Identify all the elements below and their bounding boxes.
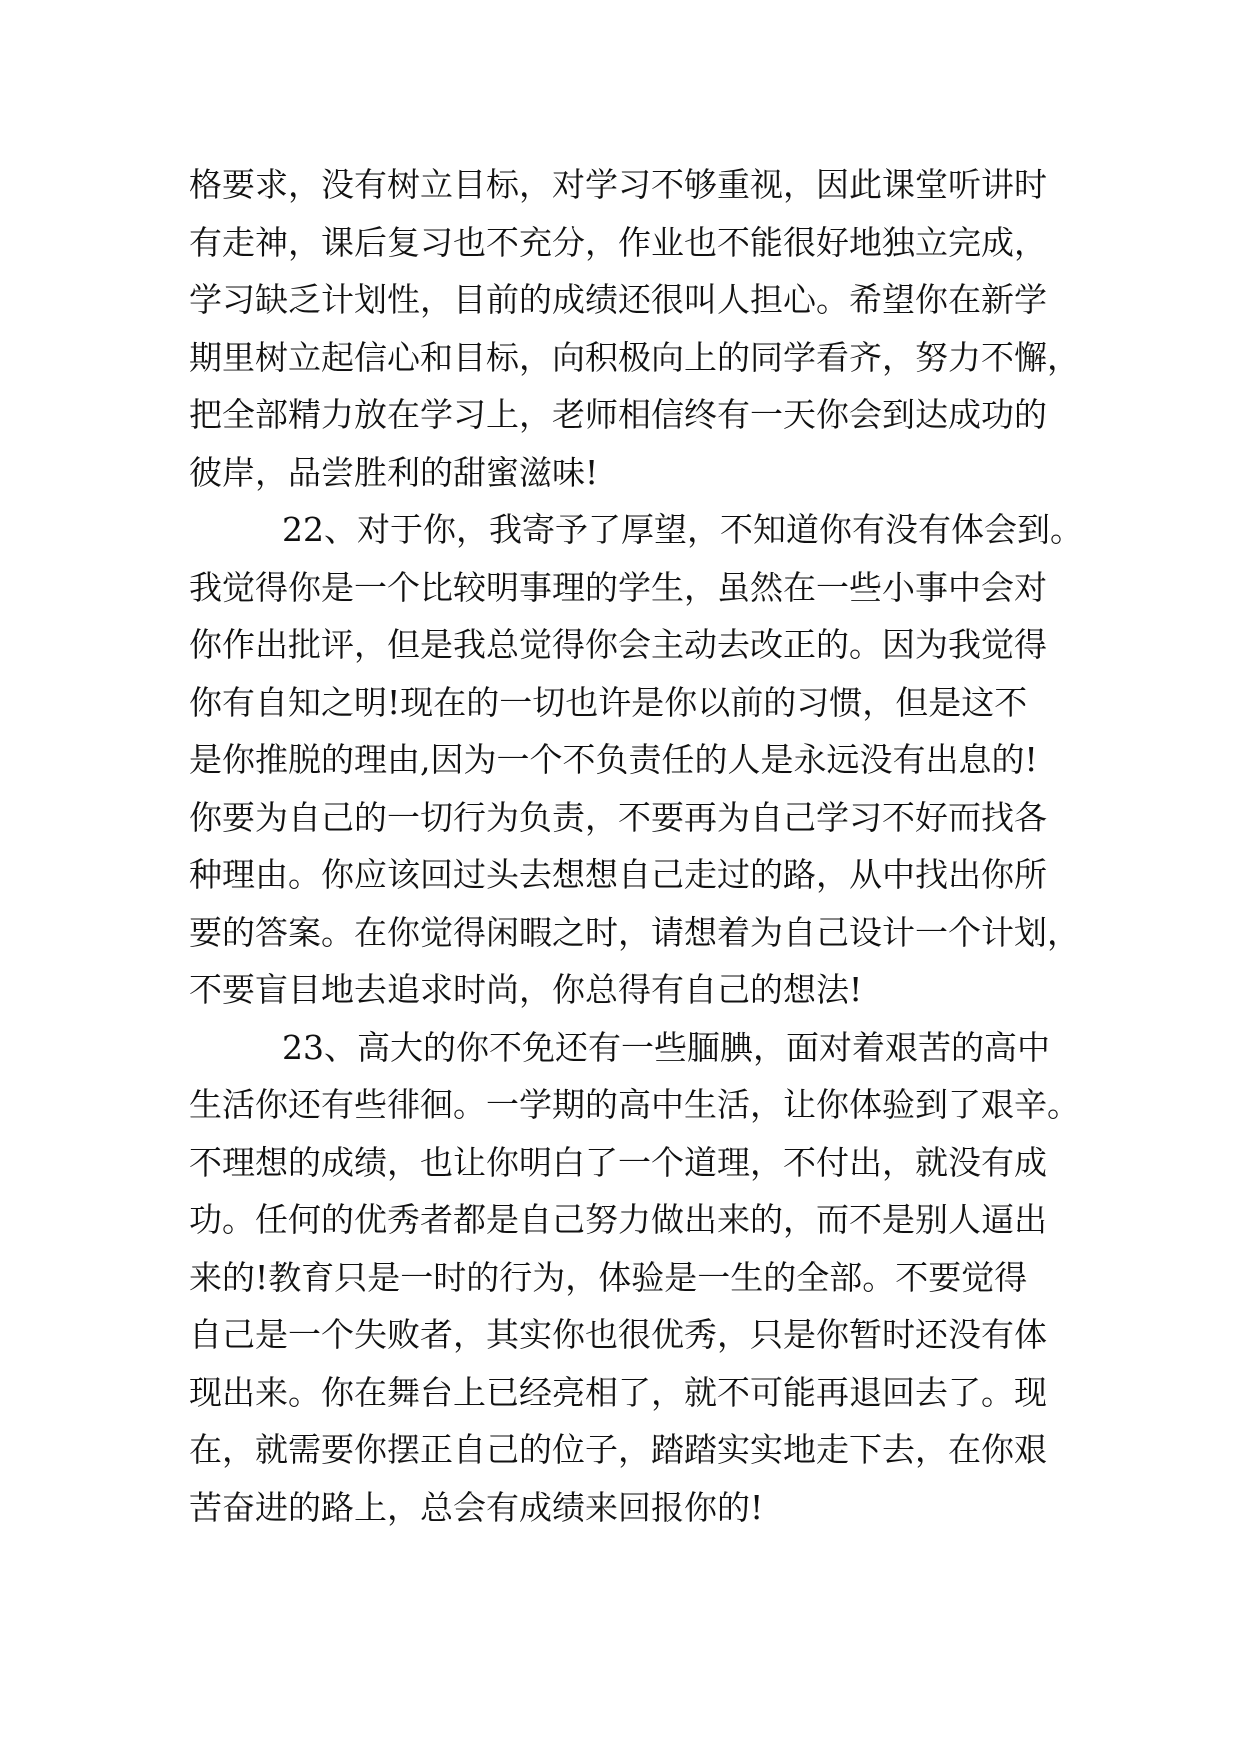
text-line: 你有自知之明!现在的一切也许是你以前的习惯，但是这不 xyxy=(189,682,1028,722)
text-line: 期里树立起信心和目标，向积极向上的同学看齐，努力不懈， xyxy=(189,337,1080,377)
paragraph-continued xyxy=(189,156,1080,501)
text-line: 不理想的成绩，也让你明白了一个道理，不付出，就没有成 xyxy=(189,1142,1047,1182)
text-line: 功。任何的优秀者都是自己努力做出来的，而不是别人逼出 xyxy=(189,1200,1047,1239)
text-line: 生活你还有些徘徊。一学期的高中生活，让你体验到了艰辛。 xyxy=(189,1085,1080,1124)
text-line: 23、高大的你不免还有一些腼腆，面对着艰苦的高中 xyxy=(282,1027,1050,1067)
text-line: 是你推脱的理由,因为一个不负责任的人是永远没有出息的! xyxy=(189,740,1038,779)
text-line: 在，就需要你摆正自己的位子，踏踏实实地走下去，在你艰 xyxy=(189,1430,1047,1469)
text-line: 苦奋进的路上，总会有成绩来回报你的! xyxy=(189,1487,764,1527)
text-line: 格要求，没有树立目标，对学习不够重视，因此课堂听讲时 xyxy=(189,165,1047,204)
paragraph-22 xyxy=(189,501,1083,1019)
text-line: 自己是一个失败者，其实你也很优秀，只是你暂时还没有体 xyxy=(189,1315,1047,1354)
text-line: 要的答案。在你觉得闲暇之时，请想着为自己设计一个计划， xyxy=(189,912,1080,952)
text-line: 来的!教育只是一时的行为，体验是一生的全部。不要觉得 xyxy=(189,1257,1028,1297)
text-line: 种理由。你应该回过头去想想自己走过的路，从中找出你所 xyxy=(189,855,1047,894)
document-body xyxy=(189,156,1083,1536)
text-line: 现出来。你在舞台上已经亮相了，就不可能再退回去了。现 xyxy=(189,1372,1047,1412)
text-line: 有走神，课后复习也不充分，作业也不能很好地独立完成， xyxy=(189,222,1047,262)
paragraph-23 xyxy=(189,1019,1080,1537)
text-line: 学习缺乏计划性，目前的成绩还很叫人担心。希望你在新学 xyxy=(189,280,1047,319)
text-line: 把全部精力放在学习上，老师相信终有一天你会到达成功的 xyxy=(189,395,1047,434)
text-line: 彼岸，品尝胜利的甜蜜滋味! xyxy=(189,452,599,492)
text-line: 你要为自己的一切行为负责，不要再为自己学习不好而找各 xyxy=(189,797,1047,837)
text-line: 22、对于你，我寄予了厚望，不知道你有没有体会到。 xyxy=(282,510,1083,549)
text-line: 你作出批评，但是我总觉得你会主动去改正的。因为我觉得 xyxy=(189,625,1047,664)
text-line: 我觉得你是一个比较明事理的学生，虽然在一些小事中会对 xyxy=(189,567,1047,607)
text-line: 不要盲目地去追求时尚，你总得有自己的想法! xyxy=(189,970,863,1009)
